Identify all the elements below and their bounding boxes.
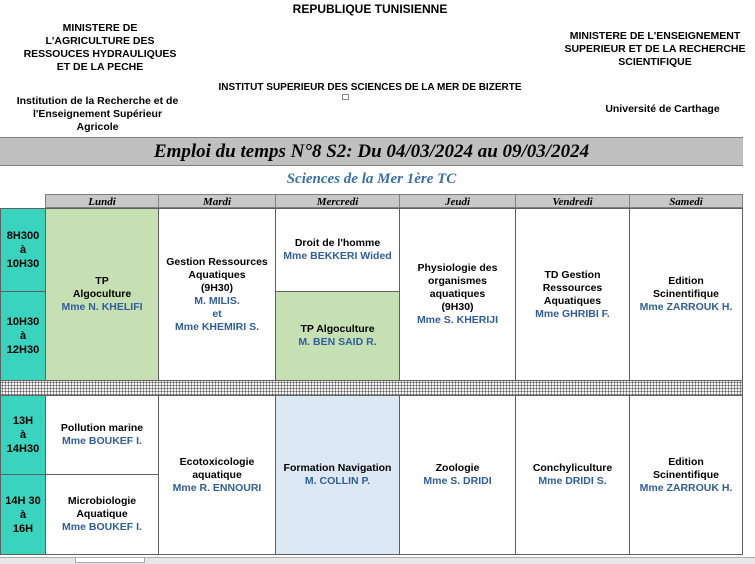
sheet-tab[interactable]: [75, 557, 145, 563]
time-slot-4: 14H 30 à 16H: [0, 474, 46, 555]
cell-mercredi-afternoon: Formation Navigation M. COLLIN P.: [275, 395, 400, 555]
cell-vendredi-afternoon: Conchyliculture Mme DRIDI S.: [515, 395, 630, 555]
time-slot-3: 13H à 14H30: [0, 395, 46, 475]
day-samedi: Samedi: [629, 194, 743, 208]
schedule-subtitle: Sciences de la Mer 1ère TC: [286, 171, 457, 187]
cell-mardi-afternoon: Ecotoxicologie aquatique Mme R. ENNOURI: [158, 395, 276, 555]
day-jeudi: Jeudi: [399, 194, 516, 208]
header-right-ministry: MINISTERE DE L'ENSEIGNEMENT SUPERIEUR ET DE LA RECHERCHE SCIENTIFIQUE: [564, 30, 746, 68]
cell-samedi-morning: Edition Scinentifique Mme ZARROUK H.: [629, 208, 743, 381]
day-mardi: Mardi: [158, 194, 276, 208]
cell-jeudi-afternoon: Zoologie Mme S. DRIDI: [399, 395, 516, 555]
header-institute: INSTITUT SUPERIEUR DES SCIENCES DE LA MER DE BIZERTE: [218, 82, 522, 93]
time-slot-1: 8H300 à 10H30: [0, 208, 46, 292]
schedule-title: Emploi du temps N°8 S2: Du 04/03/2024 au 09/03/2024: [153, 141, 590, 162]
cell-samedi-afternoon: Edition Scinentifique Mme ZARROUK H.: [629, 395, 743, 555]
day-lundi: Lundi: [45, 194, 159, 208]
day-mercredi: Mercredi: [275, 194, 400, 208]
time-slot-2: 10H30 à 12H30: [0, 291, 46, 381]
cell-vendredi-morning: TD Gestion Ressources Aquatiques Mme GHRIBI F.: [515, 208, 630, 381]
header-left-ministry: MINISTERE DE L'AGRICULTURE DES RESSOUCES HYDRAULIQUES ET DE LA PECHE: [23, 22, 177, 73]
header-university: Université de Carthage: [605, 103, 720, 115]
schedule-title-band: [0, 137, 743, 166]
cell-jeudi-morning: Physiologie des organismes aquatiques (9H30) Mme S. KHERIJI: [399, 208, 516, 381]
header-republic: REPUBLIQUE TUNISIENNE: [292, 2, 448, 16]
header-left-institution: Institution de la Recherche et de l'Enseignement Supérieur Agricole: [16, 95, 179, 133]
cell-lundi-afternoon-1: Pollution marine Mme BOUKEF I.: [45, 395, 159, 475]
day-vendredi: Vendredi: [515, 194, 630, 208]
lunch-separator: [0, 380, 743, 396]
cell-lundi-morning: TP Algoculture Mme N. KHELIFI: [45, 208, 159, 381]
cell-mercredi-morning-1: Droit de l'homme Mme BEKKERI Wided: [275, 208, 400, 292]
cell-lundi-afternoon-2: Microbiologie Aquatique Mme BOUKEF I.: [45, 474, 159, 555]
cell-mardi-morning: Gestion Ressources Aquatiques (9H30) M. MILIS. et Mme KHEMIRI S.: [158, 208, 276, 381]
cell-mercredi-morning-2: TP Algoculture M. BEN SAID R.: [275, 291, 400, 381]
small-box-icon: [342, 94, 349, 100]
